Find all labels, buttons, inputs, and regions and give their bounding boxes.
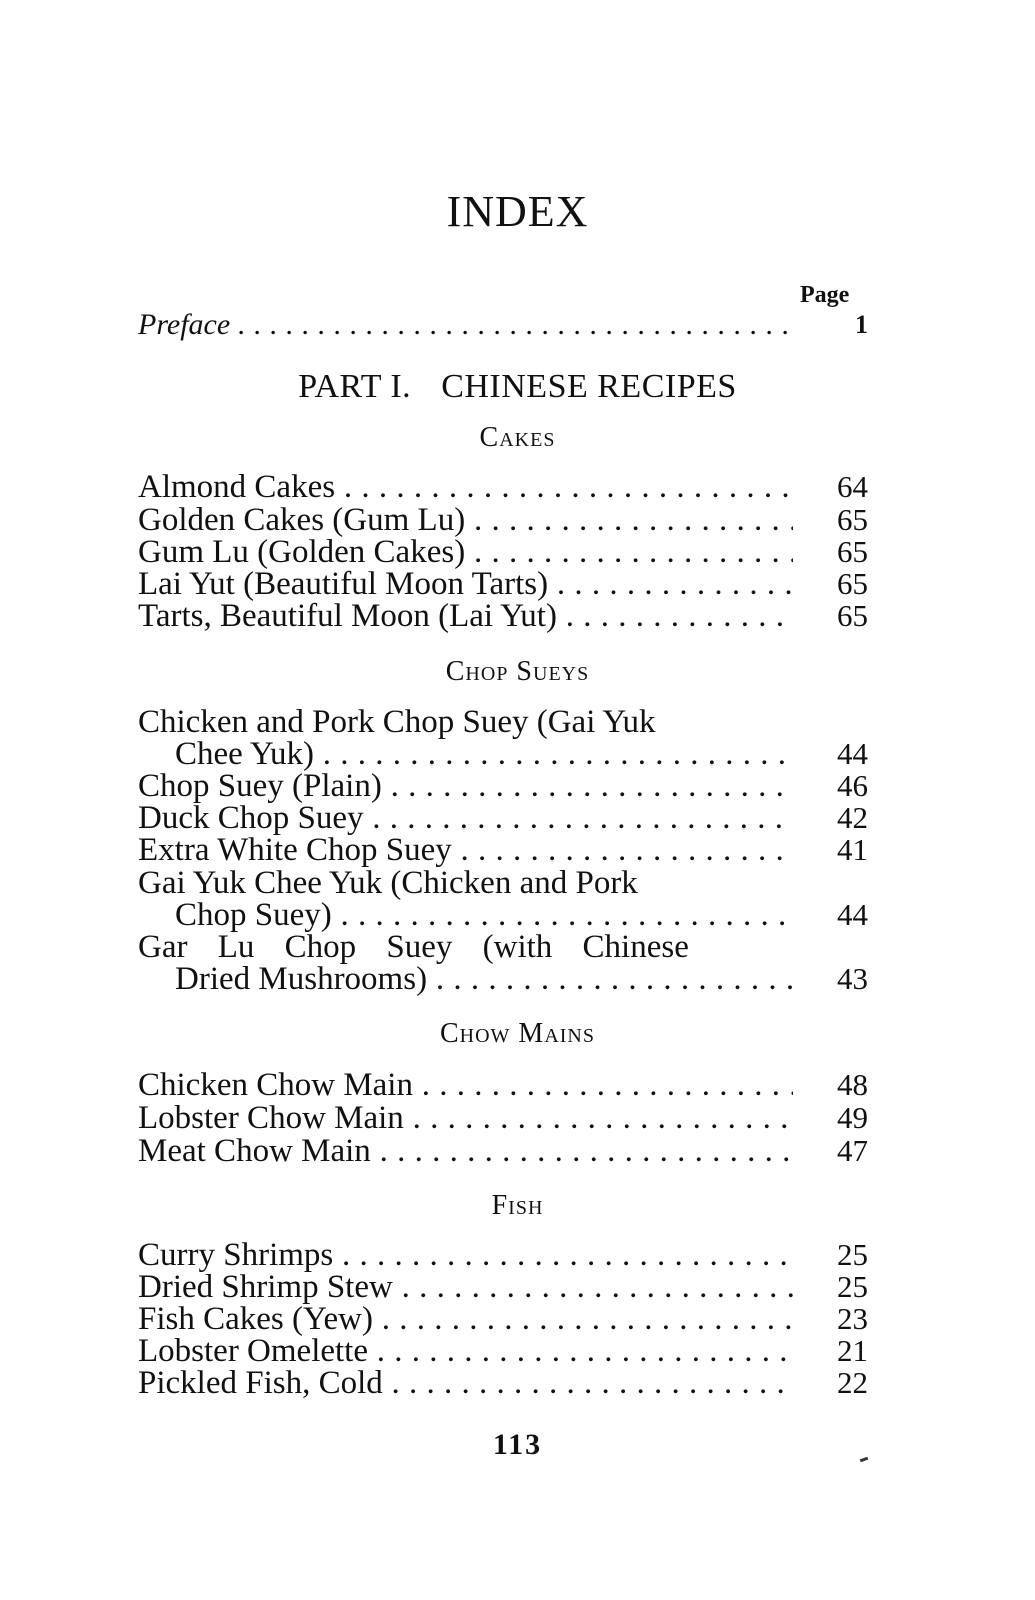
entry-page: 65 [837,566,868,601]
index-entry-continuation [138,737,868,771]
index-entry [138,1334,868,1368]
entry-text: Meat Chow Main . . . [138,1134,793,1168]
entry-text: Chicken and Pork Chop Suey (Gai Yuk [138,705,656,739]
entry-page: 25 [837,1269,868,1304]
entry-page: 65 [837,502,868,537]
index-entry [138,930,868,964]
preface-entry [138,308,868,342]
page-title: INDEX [446,187,589,236]
preface-page: 1 [855,310,868,339]
index-entry [138,705,868,739]
entry-page: 44 [837,736,868,771]
index-entry [138,1134,868,1168]
entry-page: 41 [837,832,868,867]
entry-continuation: Chop Suey) . . . [175,898,793,932]
index-entry-continuation [138,962,868,996]
index-entry-continuation [138,898,868,932]
entry-continuation: Chee Yuk) . . . [175,737,793,771]
entry-text: Almond Cakes . . . [138,470,793,504]
entry-page: 44 [837,897,868,932]
page-number: 113 [492,1428,543,1461]
entry-page: 21 [837,1333,868,1368]
index-entry [138,1366,868,1400]
entry-text: Pickled Fish, Cold . . . [138,1366,793,1400]
section-heading-chow-mains: Chow Mains [439,1018,595,1049]
part-name: CHINESE RECIPES [441,368,737,405]
entry-text: Gai Yuk Chee Yuk (Chicken and Pork [138,866,638,900]
index-entry [138,1270,868,1304]
entry-continuation: Dried Mushrooms) . . . [175,962,793,996]
index-entry [138,1238,868,1272]
entry-page: 65 [837,598,868,633]
section-heading-cakes: Cakes [479,422,556,453]
entry-page: 25 [837,1237,868,1272]
index-entry [138,1302,868,1336]
entry-text: Duck Chop Suey . . . [138,801,793,835]
entry-text: Fish Cakes (Yew) . . . [138,1302,793,1336]
index-entry [138,503,868,537]
index-entry [138,833,868,867]
index-entry [138,599,868,633]
entry-page: 23 [837,1301,868,1336]
entry-text: Gar Lu Chop Suey (with Chinese [138,930,689,964]
entry-page: 47 [837,1133,868,1168]
index-entry [138,866,868,900]
index-entry [138,535,868,569]
page-column-label: Page [800,282,850,308]
entry-text: Tarts, Beautiful Moon (Lai Yut) . . . [138,599,793,633]
entry-text: Lobster Chow Main . . . [138,1101,793,1135]
entry-page: 64 [837,469,868,504]
entry-text: Extra White Chop Suey . . . [138,833,793,867]
part-number: PART I. [298,368,412,405]
index-entry [138,1101,868,1135]
entry-text: Dried Shrimp Stew . . . [138,1270,793,1304]
entry-page: 42 [837,800,868,835]
entry-page: 22 [837,1365,868,1400]
index-entry [138,567,868,601]
entry-page: 43 [837,961,868,996]
entry-page: 65 [837,534,868,569]
section-heading-fish: Fish [491,1190,544,1221]
entry-page: 48 [837,1067,868,1102]
entry-text: Gum Lu (Golden Cakes) . . . [138,535,793,569]
entry-page: 46 [837,768,868,803]
entry-text: Lobster Omelette . . . [138,1334,793,1368]
entry-text: Lai Yut (Beautiful Moon Tarts) . . . [138,567,793,601]
section-heading-chop-sueys: Chop Sueys [445,656,590,687]
entry-text: Curry Shrimps . . . [138,1238,793,1272]
index-entry [138,801,868,835]
index-entry [138,769,868,803]
preface-label: Preface . . . [138,308,793,342]
entry-text: Golden Cakes (Gum Lu) . . . [138,503,793,537]
entry-text: Chicken Chow Main . . . [138,1068,793,1102]
entry-text: Chop Suey (Plain) . . . [138,769,793,803]
entry-page: 49 [837,1100,868,1135]
part-heading [0,368,1035,406]
index-entry [138,1068,868,1102]
index-entry [138,470,868,504]
